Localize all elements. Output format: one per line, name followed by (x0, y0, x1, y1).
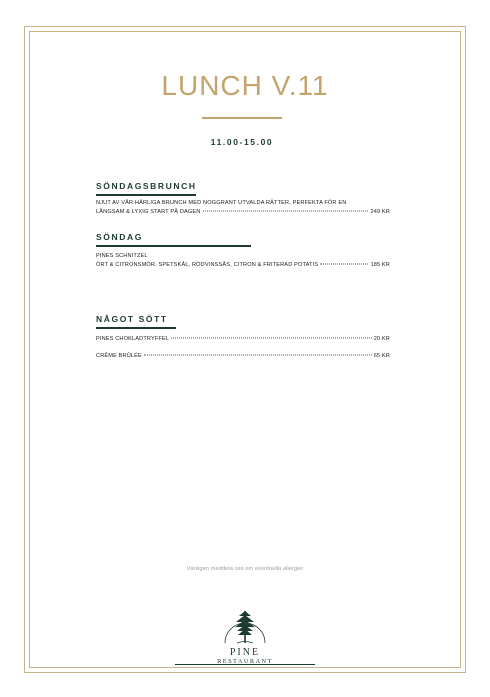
svg-text:PINE: PINE (229, 647, 261, 657)
restaurant-logo (195, 603, 295, 663)
pine-tree-icon (195, 603, 295, 647)
menu-item-description: ÖRT & CITRONSMÖR, SPETSKÅL, RÖDVINSSÅS, CITRON & FRITERAD POTATIS (96, 262, 319, 268)
menu-item-price: 185 KR (370, 262, 390, 268)
section-underline (96, 327, 176, 329)
logo-subtitle: RESTAURANT (217, 658, 273, 665)
menu-item-price: 249 KR (370, 209, 390, 215)
dot-leader (144, 355, 372, 356)
menu-item-brunch (96, 199, 390, 217)
section-title-sondag: SÖNDAG (96, 232, 143, 242)
section-underline (96, 194, 196, 196)
title-underline (202, 117, 282, 119)
serving-hours: 11.00-15.00 (210, 137, 274, 147)
menu-item-description: LÅNGSAM & LYXIG START PÅ DAGEN (96, 209, 201, 215)
inner-border (29, 31, 461, 668)
dot-leader (171, 338, 372, 339)
dot-leader (320, 264, 368, 265)
section-title-sondagsbrunch: SÖNDAGSBRUNCH (96, 181, 197, 191)
menu-item-price: 20 KR (373, 336, 390, 342)
menu-item-chokladtryffel (96, 335, 390, 344)
menu-title: LUNCH V.11 (161, 70, 329, 101)
menu-item-name: CRÊME BRÛLÉE (96, 353, 142, 359)
menu-item-price: 65 KR (373, 353, 390, 359)
menu-item-description: NJUT AV VÅR HÄRLIGA BRUNCH MED NOGGRANT UTVALDA RÄTTER, PERFEKTA FÖR EN (96, 200, 347, 206)
section-title-nagot-sott: NÅGOT SÖTT (96, 314, 168, 324)
menu-item-name: PINES SCHNITZEL (96, 253, 148, 259)
menu-item-creme-brulee (96, 352, 390, 361)
dot-leader (203, 211, 369, 212)
section-underline (96, 245, 251, 247)
menu-item-schnitzel (96, 252, 390, 270)
allergy-note: Vänligen meddela oss om eventuella allergier (186, 566, 304, 572)
menu-item-name: PINES CHOKLADTRYFFEL (96, 336, 170, 342)
